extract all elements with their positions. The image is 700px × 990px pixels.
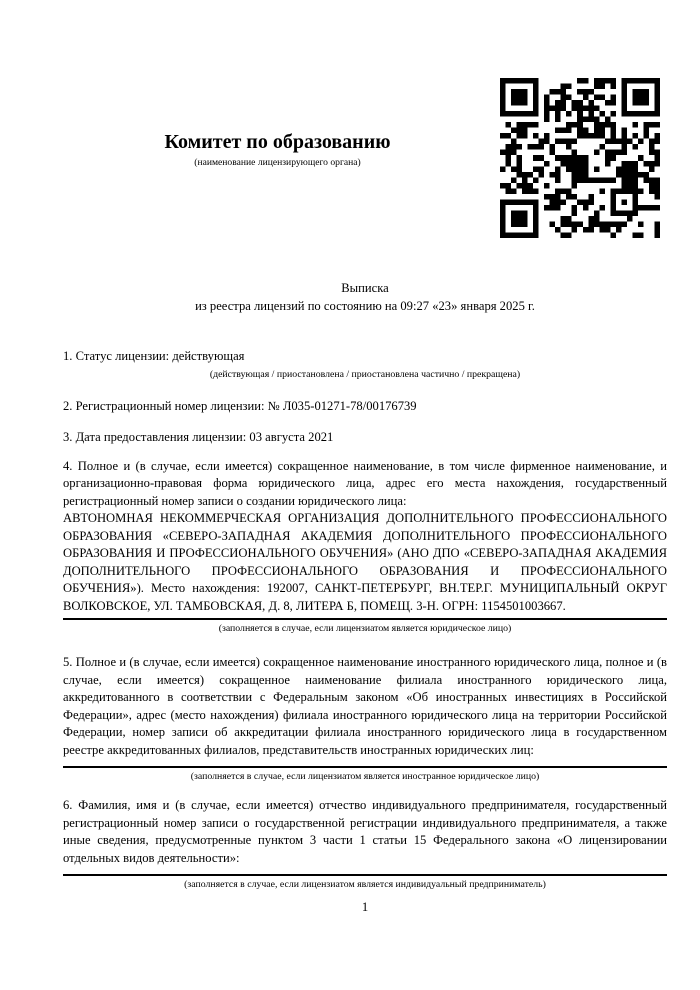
document-title: Выписка <box>341 281 389 295</box>
grant-date-text: 3. Дата предоставления лицензии: 03 августа 2021 <box>63 430 334 444</box>
legal-entity-clause-text: 4. Полное и (в случае, если имеется) сокращенное наименование, в том числе фирменное наименование, и организационно-правовая форма юридического лица, адрес его места нахождения, государственный регистрационный номер записи о создании юридического лица: <box>63 458 667 508</box>
licensing-authority-name: Комитет по образованию <box>164 131 391 153</box>
license-status-text: 1. Статус лицензии: действующая <box>63 349 245 363</box>
fill-rule-line <box>63 874 667 876</box>
licensing-authority-block <box>35 131 520 169</box>
section-license-status <box>63 348 667 381</box>
legal-entity-caption: (заполняется в случае, если лицензиатом является юридическое лицо) <box>218 623 512 634</box>
document-subtitle: из реестра лицензий по состоянию на 09:27 «23» января 2025 г. <box>195 299 535 313</box>
section-legal-entity <box>63 458 667 636</box>
document-body <box>63 279 667 915</box>
document-header <box>0 0 700 255</box>
individual-caption: (заполняется в случае, если лицензиатом является индивидуальный предприниматель) <box>184 879 546 890</box>
page-number: 1 <box>361 900 369 914</box>
foreign-entity-caption: (заполняется в случае, если лицензиатом является иностранное юридическое лицо) <box>190 771 540 782</box>
fill-rule-line <box>63 618 667 620</box>
section-foreign-entity <box>63 654 667 783</box>
fill-rule-line <box>63 766 667 768</box>
registration-number-text: 2. Регистрационный номер лицензии: № Л035-01271-78/00176739 <box>63 398 417 413</box>
license-status-caption: (действующая / приостановлена / приостановлена частично / прекращена) <box>209 368 521 380</box>
licensing-authority-caption: (наименование лицензирующего органа) <box>194 157 361 168</box>
qr-code-icon <box>500 78 660 238</box>
section-registration-number <box>63 398 667 416</box>
section-individual-entrepreneur <box>63 797 667 891</box>
section-grant-date <box>63 429 667 447</box>
legal-entity-name-value: АВТОНОМНАЯ НЕКОММЕРЧЕСКАЯ ОРГАНИЗАЦИЯ ДОПОЛНИТЕЛЬНОГО ПРОФЕССИОНАЛЬНОГО ОБРАЗОВАНИЯ «СЕВЕРО-ЗАПАДНАЯ АКАДЕМИЯ ДОПОЛНИТЕЛЬНОГО ПРОФЕССИОНАЛЬНОГО ОБРАЗОВАНИЯ И ПРОФЕССИОНАЛЬНОГО ОБУЧЕНИЯ» (АНО ДПО «СЕВЕРО-ЗАПАДНАЯ АКАДЕМИЯ ДОПОЛНИТЕЛЬНОГО ПРОФЕССИОНАЛЬНОГО ОБРАЗОВАНИЯ И ПРОФЕССИОНАЛЬНОГО ОБУЧЕНИЯ»). Место нахождения: 192007, САНКТ-ПЕТЕРБУРГ, ВН.ТЕР.Г. МУНИЦИПАЛЬНЫЙ ОКРУГ ВОЛКОВСКОЕ, УЛ. ТАМБОВСКАЯ, Д. 8, ЛИТЕРА Б, ПОМЕЩ. 3-Н. ОГРН: 1154501003667. <box>63 511 667 613</box>
foreign-entity-clause-text: 5. Полное и (в случае, если имеется) сокращенное наименование иностранного юридического лица, полное и (в случае, если имеется) сокращенное наименование филиала иностранного юридического лица, аккредитованного в соответствии с Федеральным законом «Об иностранных инвестициях в Российской Федерации», адрес (место нахождения) филиала иностранного юридического лица на территории Российской Федерации, номер записи об аккредитации филиала иностранного юридического лица в государственном реестре аккредитованных филиалов, представительств иностранных юридических лиц: <box>63 655 667 757</box>
individual-clause-text: 6. Фамилия, имя и (в случае, если имеется) отчество индивидуального предпринимателя, государственный регистрационный номер записи о государственной регистрации индивидуального предпринимателя, а также иные сведения, предусмотренные пунктом 3 части 1 статьи 15 Федерального закона «О лицензировании отдельных видов деятельности»: <box>63 798 667 865</box>
document-title-block <box>63 279 667 315</box>
